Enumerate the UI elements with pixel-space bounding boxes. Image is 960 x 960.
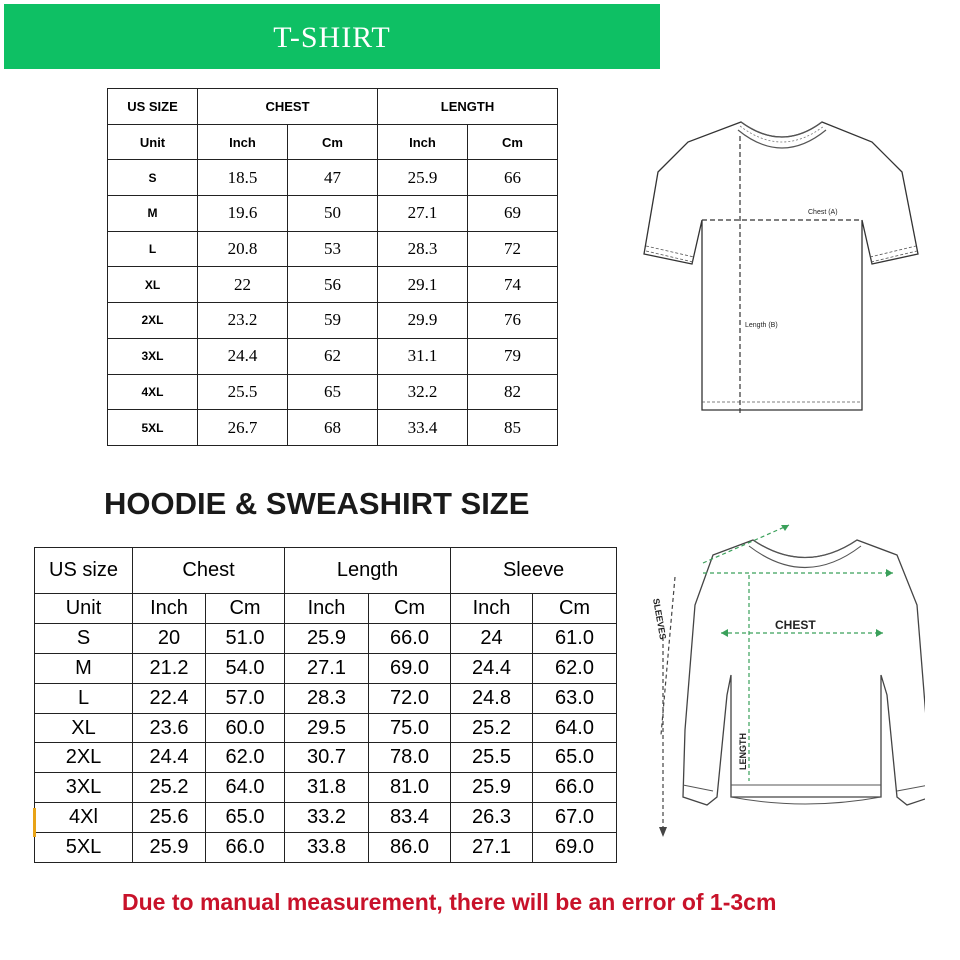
value-cell: 26.7 (198, 410, 288, 446)
chest-label: CHEST (775, 618, 816, 632)
unit-cell: Cm (533, 594, 617, 624)
value-cell: 20.8 (198, 231, 288, 267)
value-cell: 27.1 (285, 653, 369, 683)
value-cell: 64.0 (533, 713, 617, 743)
value-cell: 31.1 (378, 338, 468, 374)
value-cell: 51.0 (206, 623, 285, 653)
value-cell: 47 (288, 160, 378, 196)
value-cell: 24.8 (451, 683, 533, 713)
unit-cell: Unit (108, 124, 198, 160)
value-cell: 25.9 (378, 160, 468, 196)
value-cell: 24.4 (198, 338, 288, 374)
value-cell: 25.5 (198, 374, 288, 410)
value-cell: 57.0 (206, 683, 285, 713)
value-cell: 63.0 (533, 683, 617, 713)
value-cell: 32.2 (378, 374, 468, 410)
value-cell: 29.5 (285, 713, 369, 743)
value-cell: 22.4 (133, 683, 206, 713)
value-cell: 33.2 (285, 803, 369, 833)
size-cell: 4XL (108, 374, 198, 410)
header-sleeve: Sleeve (451, 548, 617, 594)
size-cell: XL (35, 713, 133, 743)
value-cell: 86.0 (369, 833, 451, 863)
value-cell: 23.6 (133, 713, 206, 743)
row-highlight-marker (33, 808, 36, 837)
table-row (108, 267, 558, 303)
size-cell: 3XL (108, 338, 198, 374)
size-cell: L (35, 683, 133, 713)
size-cell: 2XL (35, 743, 133, 773)
value-cell: 69.0 (533, 833, 617, 863)
table-row (108, 196, 558, 232)
value-cell: 25.9 (285, 623, 369, 653)
tshirt-banner (4, 4, 660, 69)
value-cell: 72.0 (369, 683, 451, 713)
value-cell: 82 (468, 374, 558, 410)
table-row (35, 743, 617, 773)
value-cell: 67.0 (533, 803, 617, 833)
size-cell: M (108, 196, 198, 232)
length-label: LENGTH (738, 733, 748, 770)
table-row (35, 683, 617, 713)
value-cell: 25.5 (451, 743, 533, 773)
value-cell: 74 (468, 267, 558, 303)
size-cell: M (35, 653, 133, 683)
value-cell: 25.6 (133, 803, 206, 833)
unit-cell: Cm (206, 594, 285, 624)
value-cell: 25.9 (451, 773, 533, 803)
value-cell: 18.5 (198, 160, 288, 196)
value-cell: 69.0 (369, 653, 451, 683)
value-cell: 68 (288, 410, 378, 446)
value-cell: 54.0 (206, 653, 285, 683)
value-cell: 20 (133, 623, 206, 653)
size-cell: L (108, 231, 198, 267)
value-cell: 31.8 (285, 773, 369, 803)
value-cell: 53 (288, 231, 378, 267)
sweatshirt-diagram (645, 515, 925, 845)
value-cell: 27.1 (451, 833, 533, 863)
value-cell: 65 (288, 374, 378, 410)
value-cell: 85 (468, 410, 558, 446)
tshirt-diagram (640, 112, 925, 427)
value-cell: 29.9 (378, 303, 468, 339)
table-row (35, 803, 617, 833)
value-cell: 64.0 (206, 773, 285, 803)
value-cell: 28.3 (378, 231, 468, 267)
value-cell: 65.0 (533, 743, 617, 773)
value-cell: 21.2 (133, 653, 206, 683)
value-cell: 72 (468, 231, 558, 267)
header-length: LENGTH (378, 89, 558, 125)
value-cell: 65.0 (206, 803, 285, 833)
table-row (108, 160, 558, 196)
value-cell: 30.7 (285, 743, 369, 773)
value-cell: 24.4 (133, 743, 206, 773)
value-cell: 66 (468, 160, 558, 196)
header-chest: CHEST (198, 89, 378, 125)
value-cell: 28.3 (285, 683, 369, 713)
unit-cell: Cm (369, 594, 451, 624)
value-cell: 26.3 (451, 803, 533, 833)
table-row (35, 773, 617, 803)
value-cell: 69 (468, 196, 558, 232)
value-cell: 61.0 (533, 623, 617, 653)
value-cell: 23.2 (198, 303, 288, 339)
value-cell: 22 (198, 267, 288, 303)
size-cell: 5XL (35, 833, 133, 863)
header-us-size: US SIZE (108, 89, 198, 125)
value-cell: 59 (288, 303, 378, 339)
table-header-row (35, 548, 617, 594)
table-row (35, 713, 617, 743)
size-cell: 3XL (35, 773, 133, 803)
value-cell: 56 (288, 267, 378, 303)
hoodie-size-table (34, 547, 617, 863)
length-b-label: Length (B) (745, 322, 778, 329)
size-cell: S (35, 623, 133, 653)
table-row (108, 410, 558, 446)
value-cell: 66.0 (369, 623, 451, 653)
size-cell: XL (108, 267, 198, 303)
value-cell: 25.9 (133, 833, 206, 863)
value-cell: 66.0 (206, 833, 285, 863)
chest-a-label: Chest (A) (808, 209, 838, 216)
table-header-row (108, 89, 558, 125)
tshirt-size-table (107, 88, 558, 446)
unit-cell: Inch (378, 124, 468, 160)
chest-a-label-box (805, 205, 865, 219)
unit-cell: Cm (468, 124, 558, 160)
table-row (35, 623, 617, 653)
unit-cell: Inch (285, 594, 369, 624)
value-cell: 24.4 (451, 653, 533, 683)
header-length: Length (285, 548, 451, 594)
length-b-label-box (743, 318, 803, 332)
value-cell: 75.0 (369, 713, 451, 743)
value-cell: 81.0 (369, 773, 451, 803)
value-cell: 60.0 (206, 713, 285, 743)
value-cell: 25.2 (133, 773, 206, 803)
unit-cell: Inch (198, 124, 288, 160)
table-row (108, 231, 558, 267)
value-cell: 76 (468, 303, 558, 339)
size-cell: 2XL (108, 303, 198, 339)
table-row (35, 653, 617, 683)
hoodie-title: HOODIE & SWEASHIRT SIZE (104, 486, 530, 521)
size-cell: 5XL (108, 410, 198, 446)
header-chest: Chest (133, 548, 285, 594)
size-cell: S (108, 160, 198, 196)
table-row (35, 833, 617, 863)
unit-cell: Unit (35, 594, 133, 624)
value-cell: 29.1 (378, 267, 468, 303)
unit-cell: Cm (288, 124, 378, 160)
measurement-note: Due to manual measurement, there will be an error of 1-3cm (122, 889, 777, 915)
value-cell: 79 (468, 338, 558, 374)
banner-title: T-SHIRT (273, 21, 391, 54)
value-cell: 62.0 (533, 653, 617, 683)
value-cell: 78.0 (369, 743, 451, 773)
table-row (108, 303, 558, 339)
value-cell: 27.1 (378, 196, 468, 232)
table-unit-row (35, 594, 617, 624)
value-cell: 19.6 (198, 196, 288, 232)
unit-cell: Inch (133, 594, 206, 624)
size-cell: 4Xl (35, 803, 133, 833)
sleeves-label: SLEEVES (651, 597, 669, 641)
value-cell: 33.8 (285, 833, 369, 863)
header-us-size: US size (35, 548, 133, 594)
table-row (108, 374, 558, 410)
table-unit-row (108, 124, 558, 160)
unit-cell: Inch (451, 594, 533, 624)
table-row (108, 338, 558, 374)
value-cell: 33.4 (378, 410, 468, 446)
value-cell: 83.4 (369, 803, 451, 833)
value-cell: 62.0 (206, 743, 285, 773)
value-cell: 66.0 (533, 773, 617, 803)
value-cell: 24 (451, 623, 533, 653)
value-cell: 25.2 (451, 713, 533, 743)
value-cell: 62 (288, 338, 378, 374)
value-cell: 50 (288, 196, 378, 232)
